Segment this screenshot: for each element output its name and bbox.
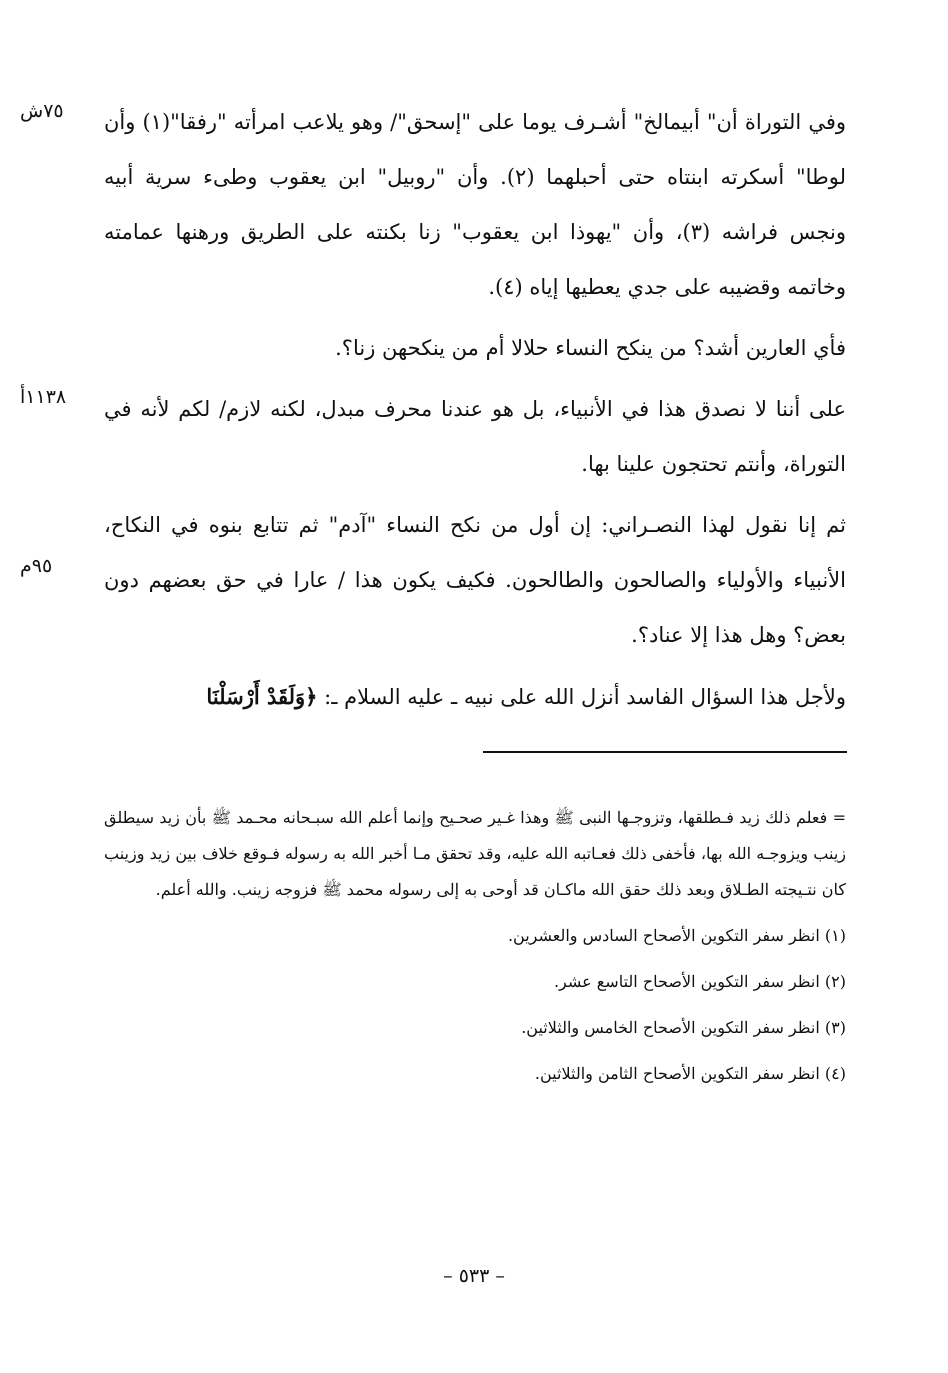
- paragraph-5: [104, 669, 846, 725]
- main-text: [104, 95, 846, 725]
- paragraph-3: على أننا لا نصدق هذا في الأنبياء، بل هو عندنا محرف مبدل، لكنه لازم/ لكم لأنه في التوراة، وأنتم تحتجون علينا بها.: [104, 397, 846, 476]
- quran-verse-start: ﴿وَلَقَدْ أَرْسَلْنَا: [206, 684, 318, 709]
- paragraph-1: وفي التوراة أن" أبيمالخ" أشـرف يوما على "إسحق"/ وهو يلاعب امرأته "رفقا"(١) وأن لوطا" أسكرته ابنتاه حتى أحبلهما (٢). وأن "روبيل" ابن يعقوب وطىء سرية أبيه ونجس فراشه (٣)، وأن "يهوذا ابن يعقوب" زنا بكنته على الطريق ورهنها عمامته وخاتمه وقضيبه على جدي يعطيها إياه (٤).: [104, 110, 846, 299]
- paragraph-4: ثم إنا نقول لهذا النصـراني: إن أول من نكح النساء "آدم" ثم تتابع بنوه في النكاح، الأنبياء والأولياء والصالحون والطالحون. فكيف يكون هذا / عارا في حق بعضهم دون بعض؟ وهل هذا إلا عناد؟.: [104, 513, 846, 647]
- footnotes: [104, 800, 846, 1092]
- paragraph-5-text: ولأجل هذا السؤال الفاسد أنزل الله على نبيه ـ عليه السلام ـ:: [317, 685, 846, 709]
- margin-note-folio-2: ١١٣٨أ: [20, 386, 67, 408]
- footnote-4: (٤) انظر سفر التكوين الأصحاح الثامن والثلاثين.: [534, 1064, 846, 1083]
- page-number: – ٥٣٣ –: [443, 1265, 505, 1287]
- footnote-2: (٢) انظر سفر التكوين الأصحاح التاسع عشر.: [553, 972, 846, 991]
- footnote-continuation: = فعلم ذلك زيد فـطلقها، وتزوجـها النبى ﷺ وهذا غـير صحـيح وإنما أعلم الله سبـحانه محـمد ﷺ بأن زيد سيطلق زينب ويزوجـه الله بها، فأخفى ذلك فعـاتبه الله عليه، وقد تحقق مـا أخبر الله به رسوله فـوقع خلاف بين زيد وزينب كان نتـيجته الطـلاق وبعد ذلك حقق الله ماكـان قد أوحى به إلى رسوله محمد ﷺ فزوجه زينب. والله أعلم.: [104, 808, 846, 899]
- footnote-1: (١) انظر سفر التكوين الأصحاح السادس والعشرين.: [507, 926, 846, 945]
- paragraph-2: فأي العارين أشد؟ من ينكح النساء حلالا أم من ينكحهن زنا؟.: [335, 336, 846, 360]
- margin-note-folio-1: ٧٥ش: [20, 100, 64, 122]
- footnote-3: (٣) انظر سفر التكوين الأصحاح الخامس والثلاثين.: [521, 1018, 846, 1037]
- footnote-separator: [483, 751, 847, 753]
- margin-note-folio-3: ٩٥م: [20, 555, 53, 577]
